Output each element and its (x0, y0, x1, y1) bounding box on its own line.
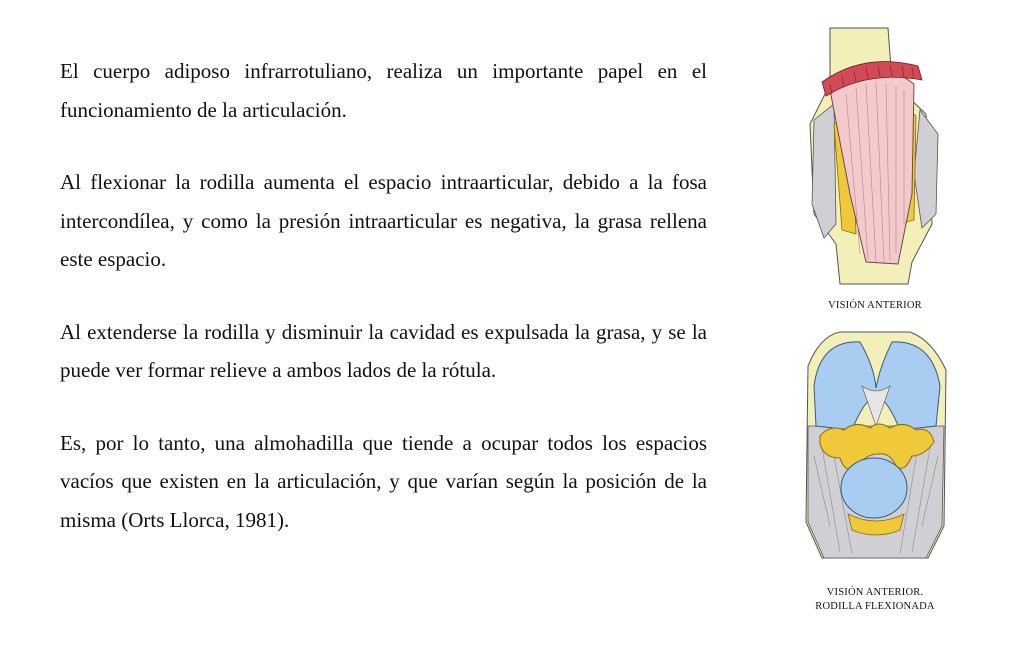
knee-anterior-illustration (800, 24, 950, 286)
paragraph-1: El cuerpo adiposo infrarrotuliano, realiza un importante papel en el funcionamiento de la articulación. (60, 59, 707, 122)
paragraph-3: Al extenderse la rodilla y disminuir la cavidad es expulsada la grasa, y se la puede ver formar relieve a ambos lados de la rótula. (60, 319, 707, 382)
caption-flexed-line2: RODILLA FLEXIONADA (815, 601, 935, 612)
paragraph-4: Es, por lo tanto, una almohadilla que tiende a ocupar todos los espacios vacíos que existen en la articulación, y que varían según la posición de la misma (Orts Llorca, 1981). (60, 430, 707, 532)
caption-anterior: VISIÓN ANTERIOR (828, 300, 922, 311)
knee-flexed-illustration (800, 326, 950, 562)
paragraph-2: Al flexionar la rodilla aumenta el espacio intraarticular, debido a la fosa intercondílea, y como la presión intraarticular es negativa, la grasa rellena este espacio. (60, 170, 707, 271)
body-text (60, 52, 707, 573)
caption-flexed-line1: VISIÓN ANTERIOR. (826, 587, 924, 598)
caption-flexed (792, 586, 958, 614)
